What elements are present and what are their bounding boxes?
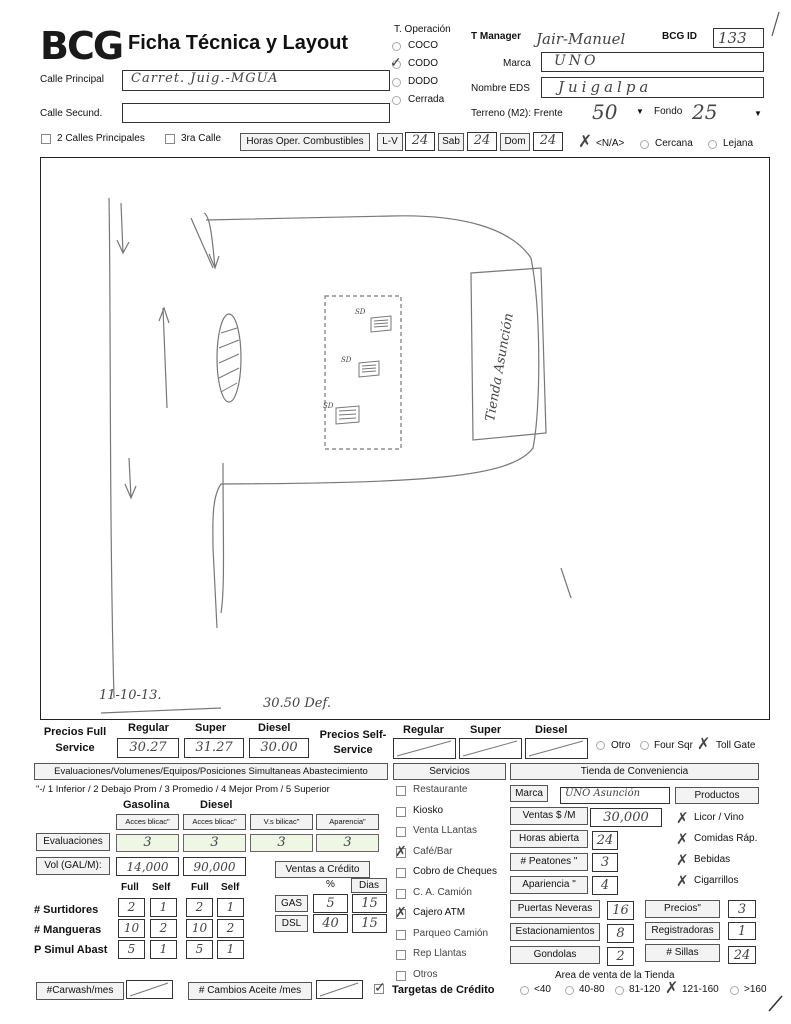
servicio-checkbox-otros[interactable]	[396, 971, 406, 981]
servicio-label-restaurante: Restaurante	[413, 784, 468, 795]
area-label: Area de venta de la Tienda	[555, 970, 675, 981]
t-operacion-option-cerrada: Cerrada	[408, 94, 445, 105]
producto-label-comidas-r-p: Comidas Ráp.	[694, 833, 758, 844]
calle-secund-label: Calle Secund.	[40, 108, 103, 119]
four-sqr-radio[interactable]	[640, 741, 649, 750]
equip-simul-field[interactable]: 5	[186, 940, 213, 959]
pump-label-2: SD	[341, 356, 352, 364]
store-label: Tienda Asunción	[483, 312, 517, 423]
cambios-aceite-field[interactable]	[316, 980, 364, 1000]
self-diesel-label: Diesel	[535, 724, 568, 736]
layout-sketch	[41, 158, 769, 719]
carwash-button[interactable]: #Carwash/mes	[36, 982, 124, 1000]
evaluaciones-section-button[interactable]: Evaluaciones/Volumenes/Equipos/Posiciones Simultaneas Abastecimiento	[34, 763, 388, 780]
tienda-marca-button[interactable]: Marca	[510, 785, 548, 802]
area-option-label: <40	[534, 984, 551, 995]
equip-mangueras-field[interactable]: 2	[217, 919, 244, 938]
producto-label-licor-vino: Licor / Vino	[694, 812, 744, 823]
eval-value-field[interactable]: 3	[116, 834, 179, 852]
proximity-radio-cercana[interactable]	[640, 140, 649, 149]
equip-surtidores-field[interactable]: 1	[217, 898, 244, 917]
proximity-option-cercana: Cercana	[655, 138, 693, 149]
page-title: Ficha Técnica y Layout	[128, 32, 349, 54]
producto-label-bebidas: Bebidas	[694, 854, 731, 865]
gas-pct-field[interactable]: 5	[313, 894, 348, 913]
self-super-label: Super	[470, 724, 502, 736]
area-option-label: >160	[744, 984, 767, 995]
servicio-label-c-a-cami-n: C. A. Camión	[413, 886, 472, 898]
nombre-eds-field[interactable]: Juigalpa	[541, 77, 764, 98]
servicio-checkbox-kiosko[interactable]	[396, 807, 406, 817]
equip-simul-field[interactable]: 1	[150, 940, 177, 959]
gas-dias-field[interactable]: 15	[352, 894, 387, 913]
fondo-label: Fondo	[654, 106, 683, 117]
rating-scale: "-/ 1 Inferior / 2 Debajo Prom / 3 Promedio / 4 Mejor Prom / 5 Superior	[36, 784, 330, 795]
ventas-credito-button[interactable]: Ventas a Crédito	[275, 861, 370, 878]
servicio-checkbox-venta-llantas[interactable]	[396, 827, 406, 837]
otro-radio[interactable]	[596, 741, 605, 750]
horas-oper-button[interactable]: Horas Oper. Combustibles	[240, 133, 370, 151]
dias-button[interactable]: Dias	[351, 878, 387, 893]
calle-secund-field[interactable]	[122, 103, 390, 123]
bcg-logo: BCG	[40, 24, 123, 68]
t-operacion-option-codo: CODO	[408, 58, 438, 69]
bcg-id-label: BCG ID	[662, 31, 697, 42]
area-option-label: 121-160	[682, 984, 719, 995]
puertas-neveras-button[interactable]: Puertas Neveras	[510, 900, 600, 918]
marca-field[interactable]: UNO	[541, 52, 764, 72]
producto-check-icon[interactable]: ✗	[676, 810, 689, 827]
gas-button[interactable]: GAS	[275, 895, 308, 912]
carwash-field[interactable]	[126, 980, 174, 1000]
toll-gate-label: Toll Gate	[716, 740, 756, 751]
puertas-neveras-field[interactable]: 16	[607, 901, 634, 920]
t-operacion-radio-coco[interactable]	[392, 42, 401, 51]
peatones-button[interactable]: # Peatones "	[510, 853, 588, 871]
pump-label-1: SD	[355, 308, 366, 316]
servicio-checkbox-c-a-cami-n[interactable]	[396, 889, 406, 899]
fondo-dropdown-icon[interactable]: ▼	[754, 109, 762, 118]
peatones-field[interactable]: 3	[592, 853, 618, 872]
area-radio-4[interactable]	[730, 986, 739, 995]
date-note: 11-10-13.	[99, 688, 162, 703]
eval-col-header: V.s bilicac"	[250, 814, 313, 830]
full-label-1: Full	[121, 882, 139, 893]
full-diesel-field[interactable]: 30.00	[249, 738, 309, 758]
servicio-label-otros: Otros	[413, 968, 438, 980]
marca-label: Marca	[503, 58, 531, 69]
apariencia-field[interactable]: 4	[592, 876, 618, 895]
lv-button[interactable]: L-V	[377, 133, 403, 151]
dom-field[interactable]: 24	[533, 132, 563, 151]
price-note: 30.50 Def.	[263, 696, 331, 711]
tarjetas-label: Targetas de Crédito	[392, 984, 495, 996]
t-operacion-option-coco: COCO	[408, 40, 438, 51]
area-radio-2[interactable]	[615, 986, 624, 995]
t-operacion-radio-dodo[interactable]	[392, 78, 401, 87]
sab-field[interactable]: 24	[467, 132, 497, 151]
eval-col-header: Aparencia"	[316, 814, 379, 830]
frente-dropdown-icon[interactable]: ▼	[636, 107, 644, 116]
equip-surtidores-field[interactable]: 2	[186, 898, 213, 917]
simul-label: P Simul Abast	[34, 944, 108, 956]
surtidores-label: # Surtidores	[34, 904, 99, 916]
area-option-label: 81-120	[629, 984, 661, 995]
horas-abierta-button[interactable]: Horas abierta	[510, 830, 588, 848]
vol-gasolina-field[interactable]: 14,000	[116, 857, 179, 876]
regular-label: Regular	[128, 722, 169, 734]
mangueras-label: # Mangueras	[34, 924, 102, 936]
super-label: Super	[195, 722, 227, 734]
equip-mangueras-field[interactable]: 10	[118, 919, 145, 938]
dsl-pct-field[interactable]: 40	[313, 914, 348, 933]
sillas-button[interactable]: # Sillas	[645, 944, 720, 962]
ventas-button[interactable]: Ventas $ /M	[510, 807, 588, 825]
otro-label: Otro	[611, 740, 631, 751]
frente-value[interactable]: 50	[592, 100, 618, 124]
equip-mangueras-field[interactable]: 2	[150, 919, 177, 938]
tienda-button[interactable]: Tienda de Conveniencia	[510, 763, 759, 780]
self-regular-label: Regular	[403, 724, 444, 736]
servicio-label-venta-llantas: Venta LLantas	[413, 825, 477, 836]
calle-principal-label: Calle Principal	[40, 74, 104, 85]
servicio-label-cobro-de-cheques: Cobro de Cheques	[413, 866, 497, 877]
four-sqr-label: Four Sqr	[654, 740, 693, 751]
equip-surtidores-field[interactable]: 1	[150, 898, 177, 917]
servicio-checkbox-restaurante[interactable]	[396, 786, 406, 796]
full-label-2: Full	[191, 882, 209, 893]
tercera-calle-label: 3ra Calle	[181, 133, 222, 144]
dos-calles-label: 2 Calles Principales	[57, 133, 145, 144]
dom-button[interactable]: Dom	[500, 133, 530, 151]
proximity-option-lejana: Lejana	[723, 138, 754, 149]
toll-gate-selected-mark[interactable]: ✗	[697, 736, 711, 753]
pen-mark-icon	[768, 10, 782, 40]
registradoras-field[interactable]: 1	[728, 922, 756, 940]
area-option-label: 40-80	[579, 984, 605, 995]
producto-check-icon[interactable]: ✗	[676, 831, 689, 848]
servicio-label-cajero-atm: Cajero ATM	[413, 907, 466, 918]
self-service-label: Precios Self-Service	[319, 729, 387, 756]
fondo-value[interactable]: 25	[692, 100, 718, 124]
selected-x-mark-icon[interactable]: ✗	[578, 132, 593, 151]
servicio-checkbox-rep-llantas[interactable]	[396, 950, 406, 960]
estacionamientos-button[interactable]: Estacionamientos	[510, 923, 600, 941]
self-label-2: Self	[221, 882, 240, 893]
precios-field[interactable]: 3	[728, 900, 756, 918]
producto-check-icon[interactable]: ✗	[676, 852, 689, 869]
bcg-id-field[interactable]: 133	[713, 28, 764, 48]
proximity-radio-lejana[interactable]	[708, 140, 717, 149]
dsl-button[interactable]: DSL	[275, 915, 308, 932]
t-operacion-label: T. Operación	[394, 24, 451, 35]
pump-label-3: SD	[323, 402, 334, 410]
servicio-label-kiosko: Kiosko	[413, 804, 444, 816]
producto-label-cigarrillos: Cigarrillos	[694, 875, 739, 886]
vol-button[interactable]: Vol (GAL/M):	[36, 857, 110, 875]
eval-col-header: Acces blicac"	[116, 814, 179, 830]
eval-col-header: Acces blicac"	[183, 814, 246, 830]
area-radio-1[interactable]	[565, 986, 574, 995]
servicio-label-rep-llantas: Rep Llantas	[413, 948, 467, 959]
servicios-button[interactable]: Servicios	[393, 763, 506, 780]
equip-mangueras-field[interactable]: 10	[186, 919, 213, 938]
proximity-option-na: <N/A>	[596, 138, 625, 149]
sillas-field[interactable]: 24	[728, 946, 756, 964]
productos-button[interactable]: Productos	[675, 787, 759, 804]
estacionamientos-field[interactable]: 8	[607, 924, 634, 943]
equip-simul-field[interactable]: 1	[217, 940, 244, 959]
terreno-label: Terreno (M2): Frente	[471, 108, 563, 119]
selected-check-icon: ✓	[390, 54, 402, 70]
self-price-fields	[393, 738, 593, 760]
t-operacion-option-dodo: DODO	[408, 76, 438, 87]
sab-button[interactable]: Sab	[438, 133, 464, 151]
servicio-label-caf-bar: Café/Bar	[413, 845, 453, 857]
tarjetas-check-icon: ✓	[374, 979, 386, 995]
gasolina-label: Gasolina	[123, 799, 170, 811]
full-service-label: Precios Full Service	[43, 726, 107, 754]
vol-diesel-field[interactable]: 90,000	[183, 857, 246, 876]
nombre-eds-label: Nombre EDS	[471, 83, 530, 94]
gondolas-field[interactable]: 2	[607, 947, 634, 966]
area-selected-x-icon[interactable]: ✗	[665, 980, 679, 997]
eval-value-field[interactable]: 3	[183, 834, 246, 852]
check-mark-icon: ✗	[395, 904, 407, 920]
evaluaciones-diesel-label: Diesel	[200, 799, 233, 811]
tercera-calle-checkbox[interactable]	[165, 134, 175, 144]
servicio-checkbox-cobro-de-cheques[interactable]	[396, 868, 406, 878]
t-manager-value[interactable]: Jair-Manuel	[536, 30, 626, 48]
layout-sketch-area	[40, 157, 770, 720]
tienda-marca-field[interactable]: UNO Asunción	[560, 787, 670, 804]
servicio-label-parqueo-cami-n: Parqueo Camión	[413, 927, 489, 939]
eval-value-field[interactable]: 3	[250, 834, 313, 852]
apariencia-button[interactable]: Apariencia "	[510, 876, 588, 894]
ventas-field[interactable]: 30,000	[590, 808, 662, 827]
check-mark-icon: ✗	[395, 842, 407, 859]
diesel-label: Diesel	[258, 722, 291, 734]
evaluaciones-button[interactable]: Evaluaciones	[36, 833, 110, 851]
equip-surtidores-field[interactable]: 2	[118, 898, 145, 917]
eval-value-field[interactable]: 3	[316, 834, 379, 852]
cambios-aceite-button[interactable]: # Cambios Aceite /mes	[188, 982, 312, 1000]
self-label-1: Self	[152, 882, 171, 893]
lv-field[interactable]: 24	[405, 132, 435, 151]
registradoras-button[interactable]: Registradoras	[645, 922, 720, 940]
area-radio-0[interactable]	[520, 986, 529, 995]
servicio-checkbox-parqueo-cami-n[interactable]	[396, 930, 406, 940]
gondolas-button[interactable]: Gondolas	[510, 946, 600, 964]
corner-pen-mark-icon	[766, 994, 786, 1014]
t-operacion-radio-cerrada[interactable]	[392, 96, 401, 105]
full-regular-field[interactable]: 30.27	[117, 738, 179, 758]
t-manager-label: T Manager	[471, 31, 522, 42]
dos-calles-checkbox[interactable]	[41, 134, 51, 144]
calle-principal-field[interactable]: Carret. Juig.-MGUA	[122, 70, 390, 91]
producto-check-icon[interactable]: ✗	[676, 873, 689, 890]
full-super-field[interactable]: 31.27	[184, 738, 244, 758]
precios-button[interactable]: Precios"	[645, 900, 720, 918]
pct-label: %	[326, 879, 335, 890]
equip-simul-field[interactable]: 5	[118, 940, 145, 959]
horas-abierta-field[interactable]: 24	[592, 831, 618, 850]
dsl-dias-field[interactable]: 15	[352, 914, 387, 933]
